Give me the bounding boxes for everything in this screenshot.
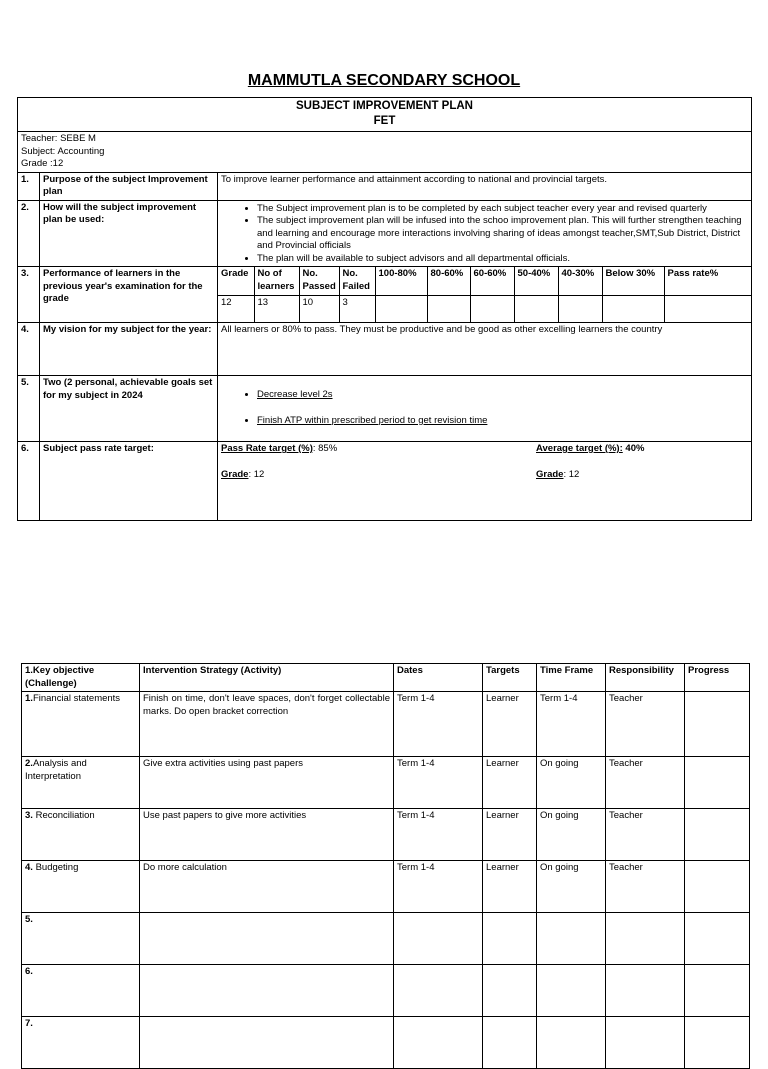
perf-header-50-40: 50-40% — [514, 267, 558, 296]
header-responsibility: Responsibility — [606, 664, 685, 692]
row-pass-target — [18, 442, 752, 521]
responsibility-cell: Teacher — [606, 861, 685, 913]
performance-cell — [218, 267, 752, 323]
time-frame-cell: On going — [537, 809, 606, 861]
objective-number: 5. — [25, 914, 33, 925]
header-dates: Dates — [394, 664, 483, 692]
perf-header-grade: Grade — [218, 267, 254, 296]
pass-target-answer — [218, 442, 752, 521]
table-row — [22, 809, 750, 861]
perf-header-learners: No of learners — [254, 267, 299, 296]
plan-title: SUBJECT IMPROVEMENT PLAN — [296, 100, 473, 112]
purpose-question: Purpose of the subject Improvement plan — [40, 172, 218, 200]
pass-rate-value: : 85% — [312, 443, 338, 454]
objective-cell — [22, 809, 140, 861]
plan-header-row — [18, 98, 752, 132]
row-number: 6. — [18, 442, 40, 521]
targets-cell — [483, 913, 537, 965]
list-item: • Decrease level 2s — [257, 389, 748, 402]
header-targets: Targets — [483, 664, 537, 692]
table-row — [22, 965, 750, 1017]
dates-cell — [394, 965, 483, 1017]
usage-bullet-list — [221, 203, 748, 266]
usage-question: How will the subject improvement plan be used: — [40, 200, 218, 267]
list-item: • The subject improvement plan will be infused into the schoo improvement plan. This will further strengthen teaching and learning and encourage more interactions involving sharing of ideas amongst teacher,SMT,Sub District, District and Provincial officials — [257, 215, 748, 253]
targets-cell: Learner — [483, 757, 537, 809]
perf-value-passed: 10 — [299, 296, 339, 323]
perf-header-passed: No. Passed — [299, 267, 339, 296]
row-number: 5. — [18, 376, 40, 442]
header-intervention-strategy: Intervention Strategy (Activity) — [140, 664, 394, 692]
perf-value-failed: 3 — [339, 296, 375, 323]
perf-header-failed: No. Failed — [339, 267, 375, 296]
average-grade — [536, 469, 579, 482]
targets-cell — [483, 965, 537, 1017]
progress-cell — [685, 757, 750, 809]
list-item: • The Subject improvement plan is to be completed by each subject teacher every year and revised quarterly — [257, 203, 748, 216]
time-frame-cell — [537, 1017, 606, 1069]
responsibility-cell: Teacher — [606, 809, 685, 861]
table-row — [22, 913, 750, 965]
objective-text: Budgeting — [32, 862, 79, 873]
dates-cell: Term 1-4 — [394, 757, 483, 809]
time-frame-cell — [537, 965, 606, 1017]
row-number: 3. — [18, 267, 40, 323]
table-row — [22, 861, 750, 913]
perf-value-80-60 — [427, 296, 470, 323]
objective-cell — [22, 861, 140, 913]
progress-cell — [685, 1017, 750, 1069]
subject-line: Subject: Accounting — [21, 145, 105, 157]
goals-list — [221, 389, 748, 427]
perf-header-below-30: Below 30% — [602, 267, 664, 296]
perf-value-40-30 — [558, 296, 602, 323]
vision-answer: All learners or 80% to pass. They must be productive and be good as other excelling learners the country — [218, 323, 752, 376]
objective-text: Analysis and Interpretation — [25, 758, 87, 782]
strategy-cell — [140, 965, 394, 1017]
row-usage — [18, 200, 752, 267]
teacher-line: Teacher: SEBE M — [21, 133, 96, 144]
strategy-cell: Do more calculation — [140, 861, 394, 913]
targets-cell: Learner — [483, 861, 537, 913]
progress-cell — [685, 913, 750, 965]
pass-grade — [221, 469, 536, 482]
time-frame-cell — [537, 913, 606, 965]
performance-question: Performance of learners in the previous year's examination for the grade — [40, 267, 218, 323]
dates-cell: Term 1-4 — [394, 692, 483, 757]
purpose-answer: To improve learner performance and attainment according to national and provincial targets. — [218, 172, 752, 200]
plan-header — [18, 98, 752, 132]
pass-rate-label: Pass Rate target (%) — [221, 443, 313, 454]
table-row — [22, 757, 750, 809]
strategy-cell — [140, 1017, 394, 1069]
dates-cell — [394, 913, 483, 965]
progress-cell — [685, 692, 750, 757]
grade-line: Grade :12 — [21, 158, 64, 169]
responsibility-cell — [606, 965, 685, 1017]
plan-info — [18, 132, 752, 173]
dates-cell: Term 1-4 — [394, 861, 483, 913]
pass-rate-target — [221, 443, 536, 456]
objective-number: 7. — [25, 1018, 33, 1029]
row-goals — [18, 376, 752, 442]
header-progress: Progress — [685, 664, 750, 692]
perf-value-50-40 — [514, 296, 558, 323]
objective-number: 4. — [25, 862, 33, 873]
perf-header-100-80: 100-80% — [375, 267, 427, 296]
vision-question: My vision for my subject for the year: — [40, 323, 218, 376]
row-performance — [18, 267, 752, 323]
objective-cell — [22, 913, 140, 965]
performance-header-row — [218, 267, 752, 296]
perf-header-80-60: 80-60% — [427, 267, 470, 296]
targets-cell: Learner — [483, 692, 537, 757]
perf-header-pass-rate: Pass rate% — [664, 267, 752, 296]
pass-target-question: Subject pass rate target: — [40, 442, 218, 521]
goals-answer — [218, 376, 752, 442]
average-grade-label: Grade — [536, 468, 564, 480]
objective-number: 2. — [25, 758, 33, 769]
targets-cell — [483, 1017, 537, 1069]
performance-value-row — [218, 296, 752, 323]
usage-answer — [218, 200, 752, 267]
perf-value-grade: 12 — [218, 296, 254, 323]
pass-target-grade-line — [221, 469, 748, 482]
objective-number: 3. — [25, 810, 33, 821]
responsibility-cell: Teacher — [606, 692, 685, 757]
strategy-cell: Give extra activities using past papers — [140, 757, 394, 809]
pass-grade-label: Grade — [221, 468, 249, 480]
performance-table — [218, 267, 752, 322]
list-item: • The plan will be available to subject advisors and all departmental officials. — [257, 253, 748, 266]
strategy-cell: Use past papers to give more activities — [140, 809, 394, 861]
subject-improvement-plan-table — [17, 97, 752, 521]
perf-value-learners: 13 — [254, 296, 299, 323]
objective-cell — [22, 757, 140, 809]
dates-cell — [394, 1017, 483, 1069]
row-vision — [18, 323, 752, 376]
perf-value-60-60 — [470, 296, 514, 323]
responsibility-cell — [606, 1017, 685, 1069]
responsibility-cell — [606, 913, 685, 965]
objective-cell — [22, 1017, 140, 1069]
objective-text: Reconciliation — [32, 810, 95, 821]
goals-question: Two (2 personal, achievable goals set for my subject in 2024 — [40, 376, 218, 442]
perf-value-pass-rate — [664, 296, 752, 323]
strategy-cell: Finish on time, don't leave spaces, don't forget collectable marks. Do open bracket correction — [140, 692, 394, 757]
progress-cell — [685, 861, 750, 913]
targets-cell: Learner — [483, 809, 537, 861]
perf-header-40-30: 40-30% — [558, 267, 602, 296]
average-target — [536, 443, 644, 456]
perf-header-60-60: 60-60% — [470, 267, 514, 296]
header-time-frame: Time Frame — [537, 664, 606, 692]
plan-subtitle: FET — [373, 115, 396, 127]
objective-number: 1. — [25, 693, 33, 704]
pass-grade-value: : 12 — [248, 468, 265, 480]
average-target-label: Average target (%): — [536, 443, 623, 454]
progress-cell — [685, 965, 750, 1017]
objective-cell — [22, 692, 140, 757]
row-purpose — [18, 172, 752, 200]
time-frame-cell: On going — [537, 757, 606, 809]
header-key-objective: 1.Key objective (Challenge) — [22, 664, 140, 692]
row-number: 1. — [18, 172, 40, 200]
average-target-value: 40% — [622, 443, 645, 454]
table-row — [22, 692, 750, 757]
average-grade-value: : 12 — [563, 468, 580, 480]
pass-target-line — [221, 443, 748, 456]
objective-cell — [22, 965, 140, 1017]
perf-value-100-80 — [375, 296, 427, 323]
progress-cell — [685, 809, 750, 861]
dates-cell: Term 1-4 — [394, 809, 483, 861]
objective-text: Financial statements — [32, 693, 121, 704]
table-row — [22, 1017, 750, 1069]
responsibility-cell: Teacher — [606, 757, 685, 809]
row-number: 4. — [18, 323, 40, 376]
objectives-header-row — [22, 664, 750, 692]
list-item: • Finish ATP within prescribed period to get revision time — [257, 415, 748, 428]
perf-value-below-30 — [602, 296, 664, 323]
objectives-table — [21, 663, 750, 1069]
time-frame-cell: On going — [537, 861, 606, 913]
strategy-cell — [140, 913, 394, 965]
time-frame-cell: Term 1-4 — [537, 692, 606, 757]
school-name: MAMMUTLA SECONDARY SCHOOL — [247, 72, 521, 89]
plan-info-row — [18, 132, 752, 173]
row-number: 2. — [18, 200, 40, 267]
objective-number: 6. — [25, 966, 33, 977]
